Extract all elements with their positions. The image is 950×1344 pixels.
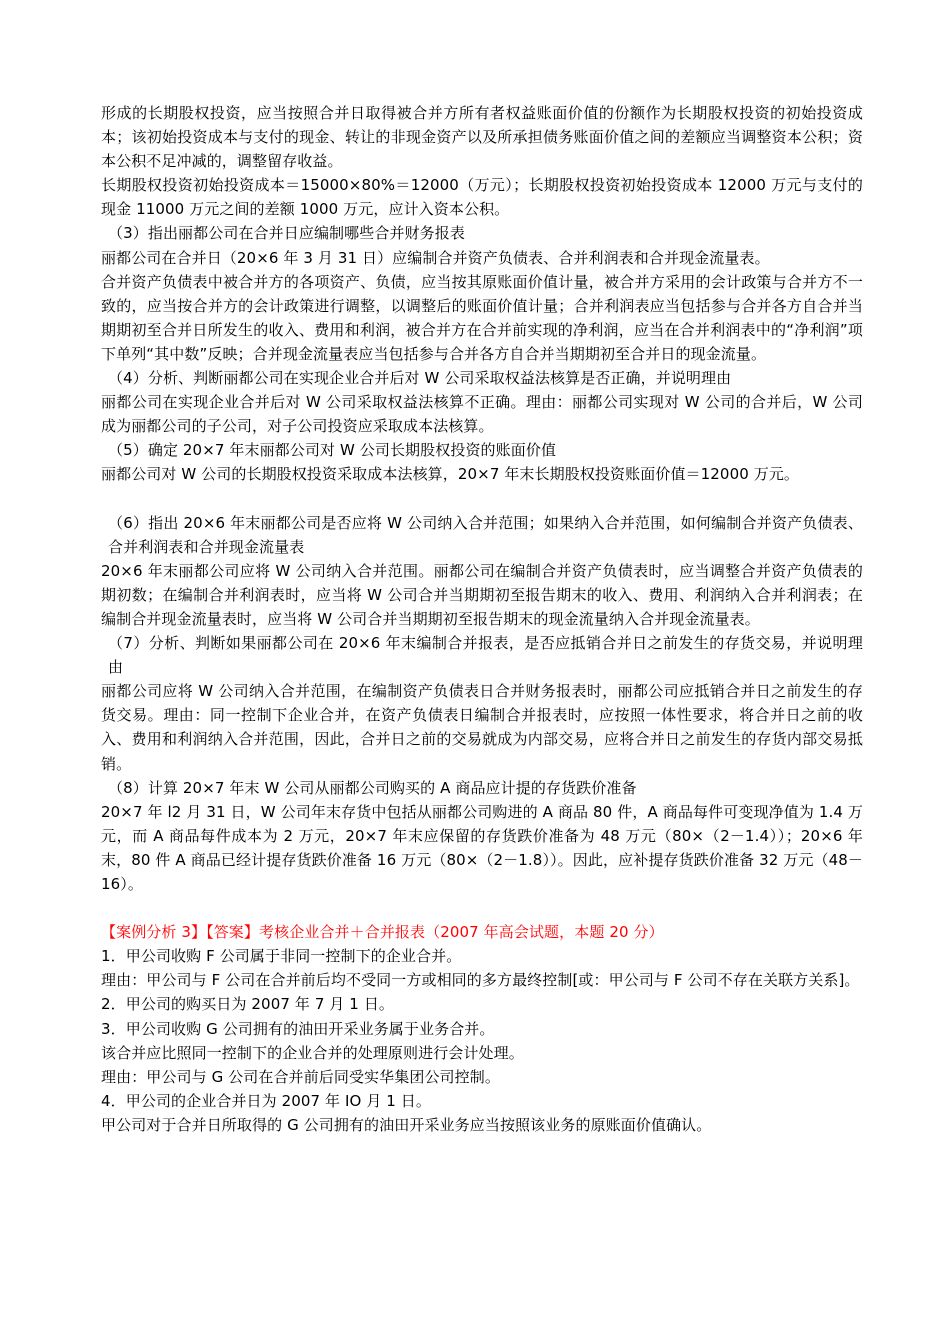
case-3-item-2: 2．甲公司的购买日为 2007 年 7 月 1 日。 xyxy=(101,995,395,1014)
case-3-item-1: 1．甲公司收购 F 公司属于非同一控制下的企业合并。 xyxy=(101,947,462,966)
question-4-heading: （4）分析、判断丽都公司在实现企业合并后对 W 公司采取权益法核算是否正确，并说明理由 xyxy=(108,369,732,388)
question-5-heading: （5）确定 20×7 年末丽都公司对 W 公司长期股权投资的账面价值 xyxy=(108,441,557,460)
question-5-answer: 丽都公司对 W 公司的长期股权投资采取成本法核算，20×7 年末长期股权投资账面价值＝12000 万元。 xyxy=(101,465,800,484)
paragraph-initial-cost-calc: 长期股权投资初始投资成本＝15000×80%＝12000（万元）；长期股权投资初始投资成本 12000 万元与支付的现金 11000 万元之间的差额 1000 万元，应计入资本公积。 xyxy=(101,176,863,219)
question-8-heading: （8）计算 20×7 年末 W 公司从丽都公司购买的 A 商品应计提的存货跌价准备 xyxy=(108,778,637,797)
paragraph-initial-cost-rule: 形成的长期股权投资，应当按照合并日取得被合并方所有者权益账面价值的份额作为长期股权投资的初始投资成本；该初始投资成本与支付的现金、转让的非现金资产以及所承担债务账面价值之间的差额应当调整资本公积；资本公积不足冲减的，调整留存收益。 xyxy=(101,104,863,171)
case-3-item-3b: 该合并应比照同一控制下的企业合并的处理原则进行会计处理。 xyxy=(101,1043,524,1062)
document-page xyxy=(101,101,863,1137)
case-3-title: 【案例分析 3】【答案】考核企业合并＋合并报表（2007 年高会试题，本题 20 分） xyxy=(101,923,664,942)
spacer xyxy=(101,487,863,511)
question-6-answer: 20×6 年末丽都公司应将 W 公司纳入合并范围。丽都公司在编制合并资产负债表时，应当调整合并资产负债表的期初数；在编制合并利润表时，应当将 W 公司合并当期期初至报告期末的收入、费用、利润纳入合并利润表；在编制合并现金流量表时，应当将 W 公司合并当期期初至报告期末的现金流量纳入合并现金流量表。 xyxy=(101,561,863,628)
case-3-reason-3: 理由：甲公司与 G 公司在合并前后同受实华集团公司控制。 xyxy=(101,1067,500,1086)
case-3-item-4b: 甲公司对于合并日所取得的 G 公司拥有的油田开采业务应当按照该业务的原账面价值确认。 xyxy=(101,1115,712,1134)
case-3-item-4: 4．甲公司的企业合并日为 2007 年 IO 月 1 日。 xyxy=(101,1091,432,1110)
question-7-answer: 丽都公司应将 W 公司纳入合并范围，在编制资产负债表日合并财务报表时，丽都公司应抵销合并日之前发生的存货交易。理由：同一控制下企业合并，在资产负债表日编制合并报表时，应按照一体性要求，将合并日之前的收入、费用和利润纳入合并范围，因此，合并日之前的交易就成为内部交易，应将合并日之前发生的存货内部交易抵销。 xyxy=(101,682,863,773)
question-6-heading: （6）指出 20×6 年末丽都公司是否应将 W 公司纳入合并范围；如果纳入合并范围，如何编制合并资产负债表、合并利润表和合并现金流量表 xyxy=(108,513,863,556)
question-3-answer-2: 合并资产负债表中被合并方的各项资产、负债，应当按其原账面价值计量，被合并方采用的会计政策与合并方不一致的，应当按合并方的会计政策进行调整，以调整后的账面价值计量；合并利润表应当包括参与合并各方自合并当期期初至合并日所发生的收入、费用和利润，被合并方在合并前实现的净利润，应当在合并利润表中的“净利润”项下单列“其中数”反映；合并现金流量表应当包括参与合并各方自合并当期期初至合并日的现金流量。 xyxy=(101,272,863,363)
question-8-answer: 20×7 年 l2 月 31 日，W 公司年末存货中包括从丽都公司购进的 A 商品 80 件，A 商品每件可变现净值为 1.4 万元，而 A 商品每件成本为 2 万元，20×7 年末应保留的存货跌价准备为 48 万元（80×（2－1.4））；20×6 年末，80 件 A 商品已经计提存货跌价准备 16 万元（80×（2－1.8））。因此，应补提存货跌价准备 32 万元（48－16）。 xyxy=(101,802,863,893)
question-3-heading: （3）指出丽都公司在合并日应编制哪些合并财务报表 xyxy=(108,224,465,243)
question-4-answer: 丽都公司在实现企业合并后对 W 公司采取权益法核算不正确。理由：丽都公司实现对 W 公司的合并后，W 公司成为丽都公司的子公司，对子公司投资应采取成本法核算。 xyxy=(101,393,863,436)
case-3-item-3: 3．甲公司收购 G 公司拥有的油田开采业务属于业务合并。 xyxy=(101,1019,495,1038)
question-3-answer-1: 丽都公司在合并日（20×6 年 3 月 31 日）应编制合并资产负债表、合并利润表和合并现金流量表。 xyxy=(101,248,770,267)
case-3-reason-1: 理由：甲公司与 F 公司在合并前后均不受同一方或相同的多方最终控制[或：甲公司与 F 公司不存在关联方关系]。 xyxy=(101,971,860,990)
spacer xyxy=(101,896,863,920)
question-7-heading: （7）分析、判断如果丽都公司在 20×6 年末编制合并报表，是否应抵销合并日之前发生的存货交易，并说明理由 xyxy=(108,634,863,677)
